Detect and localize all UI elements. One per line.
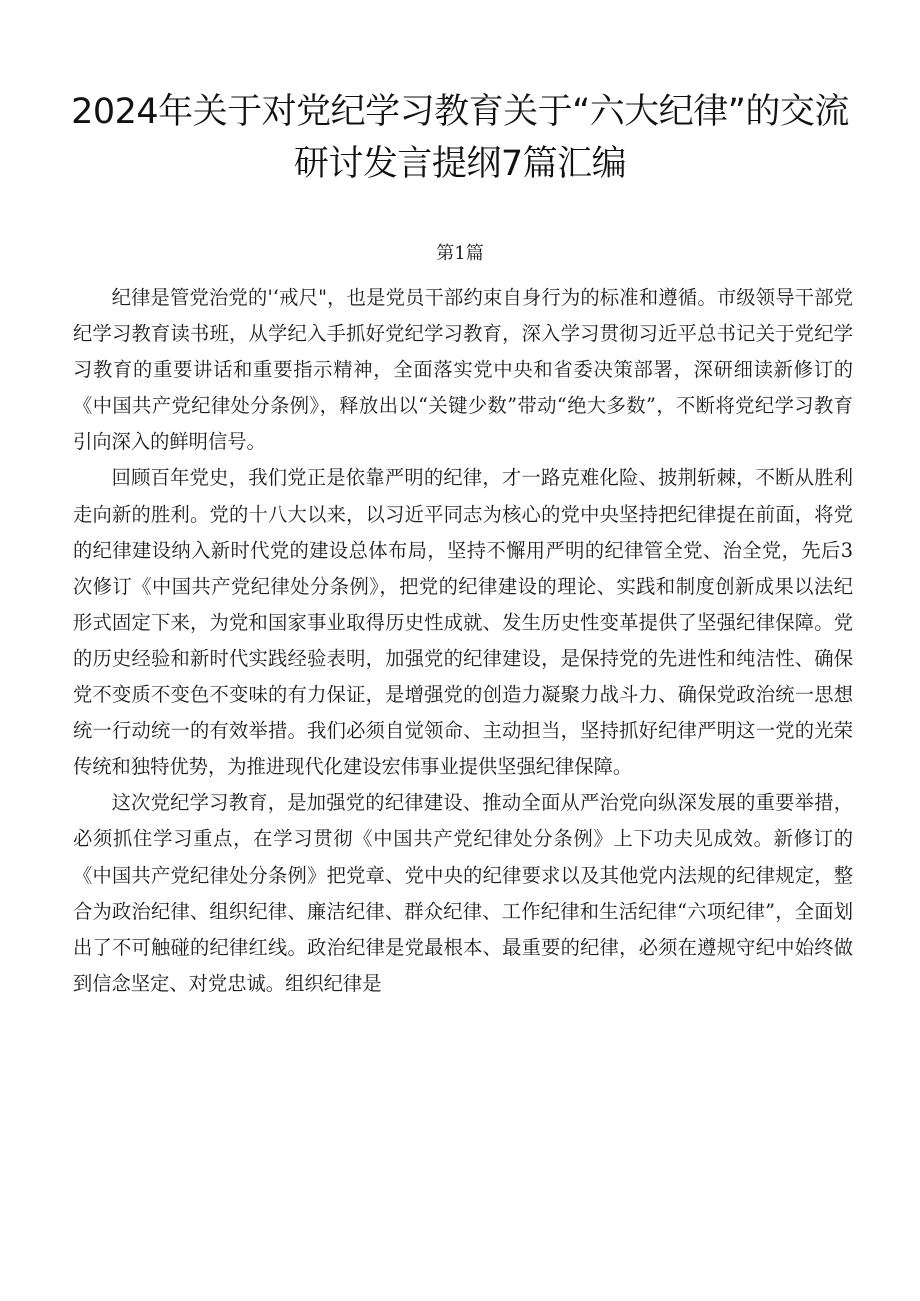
paragraph: 回顾百年党史，我们党正是依靠严明的纪律，才一路克难化险、披荆斩棘，不断从胜利走向新的胜利。党的十八大以来，以习近平同志为核心的党中央坚持把纪律提在前面，将党的纪律建设纳入新时代党的建设总体布局，坚持不懈用严明的纪律管全党、治全党，先后3次修订《中国共产党纪律处分条例》，把党的纪律建设的理论、实践和制度创新成果以法纪形式固定下来，为党和国家事业取得历史性成就、发生历史性变革提供了坚强纪律保障。党的历史经验和新时代实践经验表明，加强党的纪律建设，是保持党的先进性和纯洁性、确保党不变质不变色不变味的有力保证，是增强党的创造力凝聚力战斗力、确保党政治统一思想统一行动统一的有效举措。我们必须自觉领命、主动担当，坚持抓好纪律严明这一党的光荣传统和独特优势，为推进现代化建设宏伟事业提供坚强纪律保障。 [73,466,853,779]
paragraph: 纪律是管党治党的'‘戒尺"，也是党员干部约束自身行为的标准和遵循。市级领导干部党纪学习教育读书班，从学纪入手抓好党纪学习教育，深入学习贯彻习近平总书记关于党纪学习教育的重要讲话和重要指示精神，全面落实党中央和省委决策部署，深研细读新修订的《中国共产党纪律处分条例》，释放出以“关键少数”带动“绝大多数”，不断将党纪学习教育引向深入的鲜明信号。 [73,286,853,454]
document-title: 2024年关于对党纪学习教育关于“六大纪律”的交流研讨发言提纲7篇汇编 [71,92,849,184]
paragraph: 这次党纪学习教育，是加强党的纪律建设、推动全面从严治党向纵深发展的重要举措，必须抓住学习重点，在学习贯彻《中国共产党纪律处分条例》上下功夫见成效。新修订的《中国共产党纪律处分条例》把党章、党中央的纪律要求以及其他党内法规的纪律规定，整合为政治纪律、组织纪律、廉洁纪律、群众纪律、工作纪律和生活纪律“六项纪律”，全面划出了不可触碰的纪律红线。政治纪律是党最根本、最重要的纪律，必须在遵规守纪中始终做到信念坚定、对党忠诚。组织纪律是 [73,791,853,995]
section-heading: 第1篇 [436,243,484,264]
document-body [73,280,853,1002]
